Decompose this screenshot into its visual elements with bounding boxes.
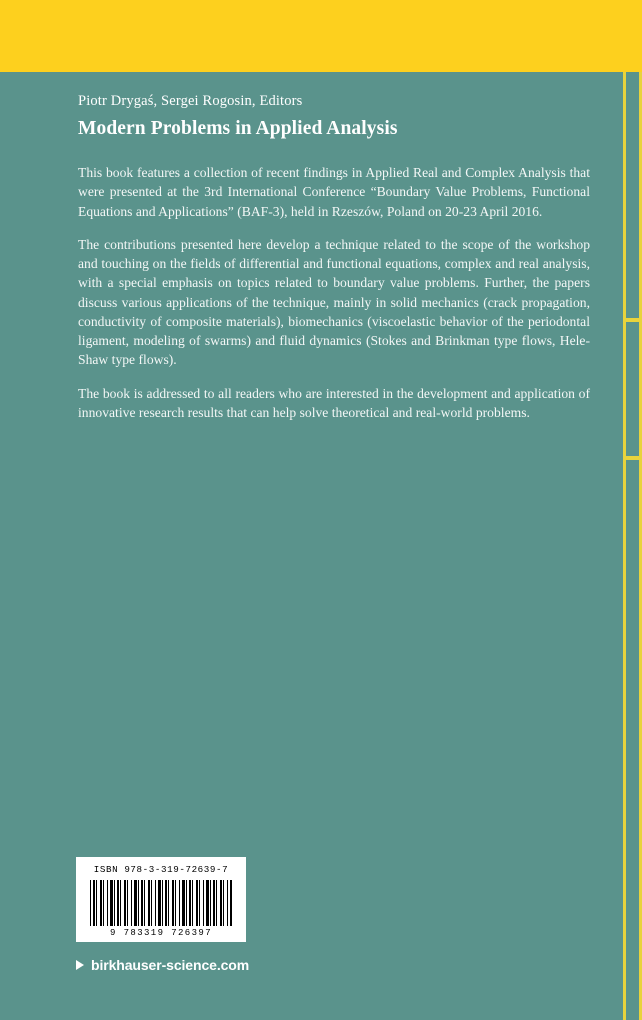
blurb-paragraph-2: The contributions presented here develop a technique related to the scope of the workshop and touching on the fields of differential and functional equations, complex and real analysis, with a special emphasis on topics related to boundary value problems. Further, the papers discuss various applications of the technique, mainly in solid mechanics (crack propagation, conductivity of composite materials), biomechanics (viscoelastic behavior of the periodontal ligament, modeling of swarms) and fluid dynamics (Stokes and Brinkman type flows, Hele-Shaw type flows). xyxy=(78,236,590,368)
book-title: Modern Problems in Applied Analysis xyxy=(78,117,398,139)
isbn-barcode-block xyxy=(76,857,246,942)
barcode-bars-icon xyxy=(90,880,232,926)
publisher-website-line[interactable] xyxy=(76,957,249,973)
blurb-paragraph-3: The book is addressed to all readers who are interested in the development and application of innovative research results that can help solve theoretical and real-world problems. xyxy=(78,385,590,420)
editors-line: Piotr Drygaś, Sergei Rogosin, Editors xyxy=(78,93,303,109)
play-triangle-icon xyxy=(76,960,84,970)
ean-digits: 9 783319 726397 xyxy=(109,928,212,938)
edge-tick-lower xyxy=(623,456,642,460)
publisher-website-text: birkhauser-science.com xyxy=(91,957,250,973)
edge-rule-inner xyxy=(623,72,626,1020)
blurb-text xyxy=(78,163,590,422)
top-yellow-band xyxy=(0,0,642,72)
edge-tick-upper xyxy=(623,318,642,322)
blurb-paragraph-1: This book features a collection of recent findings in Applied Real and Complex Analysis that were presented at the 3rd International Conference “Boundary Value Problems, Functional Equations and Applications” (BAF-3), held in Rzeszów, Poland on 20-23 April 2016. xyxy=(78,165,590,219)
isbn-label: ISBN 978-3-319-72639-7 xyxy=(93,864,229,875)
cover-text-column xyxy=(78,92,590,422)
